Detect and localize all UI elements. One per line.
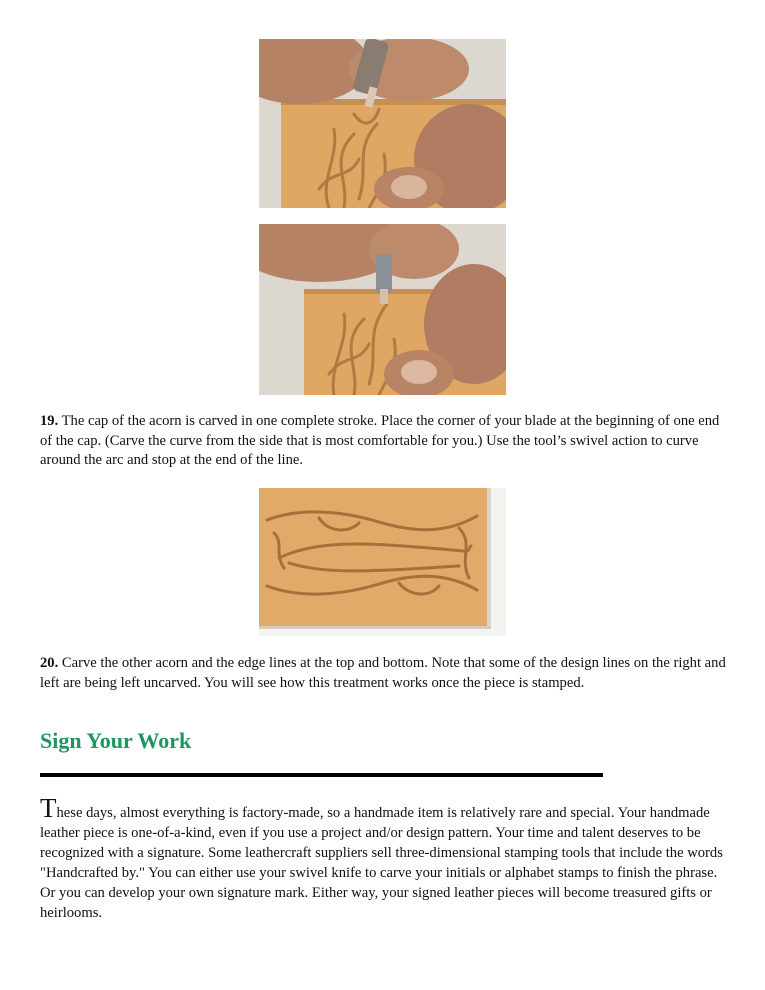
sign-your-work-paragraph xyxy=(40,793,730,923)
step-19-text xyxy=(40,412,730,471)
carving-photo-2 xyxy=(259,224,506,395)
section-title: Sign Your Work xyxy=(40,728,192,753)
carved-leather-photo xyxy=(259,488,506,636)
step-20-number: 20. xyxy=(40,655,59,671)
sign-your-work-body: hese days, almost everything is factory-made, so a handmade item is relatively rare and special. Your handmade leather piece is one-of-a-kind, even if you use a project and/or design pattern. Your time and talent deserves to be recognized with a signature. Some leathercraft suppliers sell three-dimensional stamping tools that include the words "Handcrafted by." You can either use your swivel knife to carve your initials or alphabet stamps to finish the phrase. Or you can develop your own signature mark. Either way, your signed leather pieces will become treasured gifts or heirlooms. xyxy=(40,805,723,921)
step-19-body: The cap of the acorn is carved in one complete stroke. Place the corner of your blade at the beginning of one end of the cap. (Carve the curve from the side that is most comfortable for you.) Use the tool’s swivel action to curve around the arc and stop at the end of the line. xyxy=(40,413,720,468)
section-divider xyxy=(40,773,603,777)
step-19-number: 19. xyxy=(40,413,59,429)
step-20-body: Carve the other acorn and the edge lines at the top and bottom. Note that some of the design lines on the right and left are being left uncarved. You will see how this treatment works once the piece is stamped. xyxy=(40,655,726,691)
carving-photo-1 xyxy=(259,39,506,208)
step-20-text xyxy=(40,654,730,693)
drop-cap: T xyxy=(40,793,57,823)
